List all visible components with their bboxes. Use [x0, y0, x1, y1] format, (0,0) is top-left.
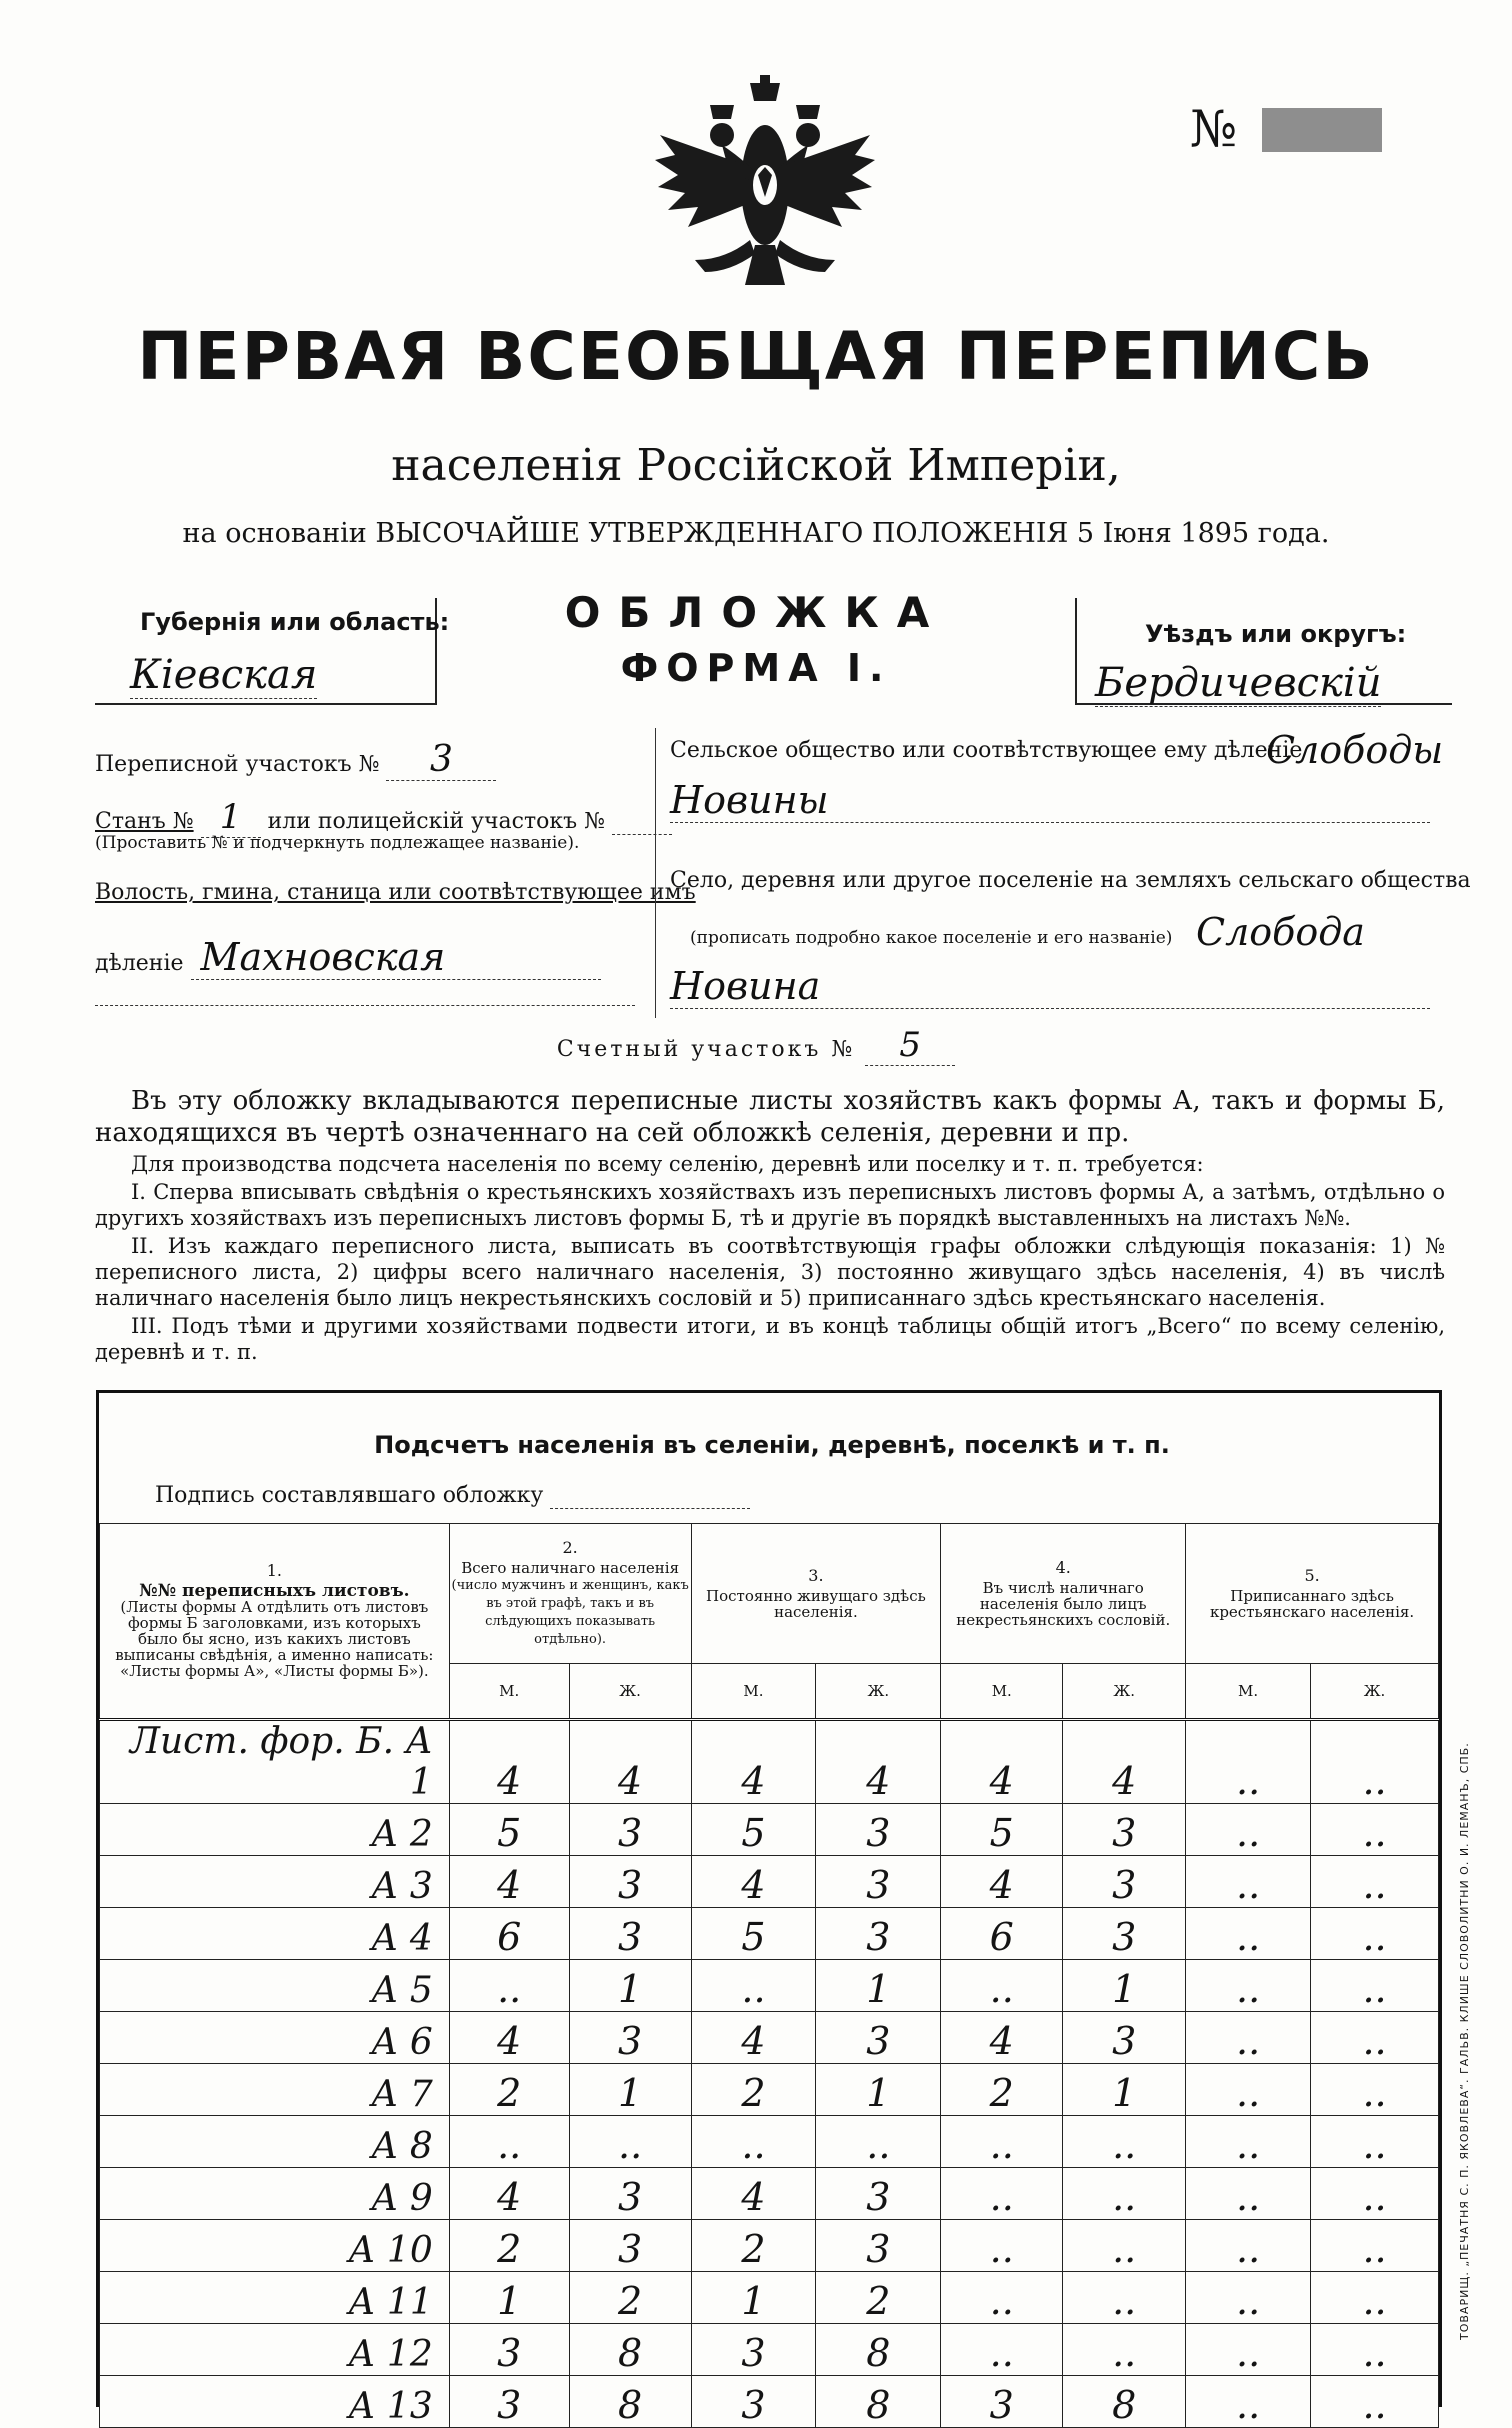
table-row: [100, 1856, 1439, 1908]
col-total-title: Всего наличнаго населенія: [461, 1558, 680, 1577]
count-cell: 3: [1063, 1908, 1186, 1960]
count-cell: ..: [1311, 1720, 1439, 1804]
col-registered-header: 5. Приписаннаго здѣсь крестьянскаго населенія.: [1186, 1524, 1439, 1664]
district-info-right: [655, 728, 1471, 1018]
uezd-value: Бердичевскій: [1095, 660, 1382, 706]
sex-m-header: М.: [691, 1664, 816, 1720]
selo-note: (прописать подробно какое поселеніе и его названіе): [690, 928, 1173, 948]
count-cell: ..: [1311, 2116, 1439, 2168]
gubernia-label: Губернія или область:: [140, 608, 450, 636]
selo-label: Село, деревня или другое поселеніе на земляхъ сельскаго общества: [670, 868, 1471, 893]
count-cell: 2: [816, 2272, 941, 2324]
count-cell: ..: [449, 1960, 569, 2012]
count-cell: 6: [941, 1908, 1063, 1960]
count-grid: [99, 1523, 1439, 2428]
count-cell: ..: [1311, 2012, 1439, 2064]
society-value-1: Слободы: [1266, 728, 1444, 772]
count-cell: 3: [1063, 1804, 1186, 1856]
sheet-number-cell: А 11: [100, 2272, 450, 2324]
sex-zh-header: Ж.: [1311, 1664, 1439, 1720]
table-row: [100, 2064, 1439, 2116]
count-cell: ..: [1063, 2116, 1186, 2168]
sheet-number-cell: А 9: [100, 2168, 450, 2220]
count-cell: 3: [816, 2012, 941, 2064]
count-cell: 2: [691, 2064, 816, 2116]
count-cell: 5: [941, 1804, 1063, 1856]
stan-note: (Проставить № и подчеркнуть подлежащее названіе).: [95, 833, 580, 853]
col-registered-title: Приписаннаго здѣсь крестьянскаго населенія.: [1209, 1586, 1415, 1621]
legal-basis-line: на основаніи ВЫСОЧАЙШЕ УТВЕРЖДЕННАГО ПОЛОЖЕНІЯ 5 Іюня 1895 года.: [182, 518, 1330, 549]
col-non-peasant-title: Въ числѣ наличнаго населенія было лицъ некрестьянскихъ сословій.: [956, 1578, 1171, 1629]
count-cell: 5: [691, 1804, 816, 1856]
count-cell: ..: [1186, 1720, 1311, 1804]
sex-m-header: М.: [941, 1664, 1063, 1720]
count-cell: ..: [941, 2220, 1063, 2272]
count-cell: ..: [1186, 1856, 1311, 1908]
count-cell: 2: [691, 2220, 816, 2272]
sheet-number-cell: А 10: [100, 2220, 450, 2272]
count-cell: 3: [816, 1856, 941, 1908]
count-cell: 3: [569, 2012, 691, 2064]
count-cell: 5: [691, 1908, 816, 1960]
count-cell: ..: [1311, 2168, 1439, 2220]
instructions-step-2: II. Изъ каждаго переписного листа, выписать въ соотвѣтствующія графы обложки слѣдующія показанія: 1) № переписного листа, 2) цифры всего наличнаго населенія, 3) постоянно живущаго здѣсь населенія, 4) въ числѣ наличнаго населенія было лицъ некрестьянскихъ сословій и 5) приписаннаго здѣсь крестьянскаго населенія.: [95, 1234, 1445, 1310]
col-sheet-title: №№ переписныхъ листовъ.: [139, 1581, 410, 1601]
count-cell: 3: [691, 2376, 816, 2428]
volost-label: Волость, гмина, станица или соотвѣтствующее имъ: [95, 880, 696, 905]
table-body: [100, 1720, 1439, 2428]
count-cell: ..: [449, 2116, 569, 2168]
count-cell: 4: [449, 1856, 569, 1908]
gubernia-value: Кіевская: [130, 652, 318, 698]
cover-title: ОБЛОЖКА: [564, 588, 948, 637]
count-cell: ..: [1186, 2064, 1311, 2116]
count-cell: ..: [1311, 1908, 1439, 1960]
count-cell: 8: [816, 2324, 941, 2376]
count-cell: 1: [1063, 1960, 1186, 2012]
count-cell: ..: [1186, 2324, 1311, 2376]
count-cell: 3: [449, 2324, 569, 2376]
count-cell: 4: [1063, 1720, 1186, 1804]
count-cell: 1: [816, 2064, 941, 2116]
count-cell: ..: [941, 1960, 1063, 2012]
sheet-number-cell: А 12: [100, 2324, 450, 2376]
imperial-eagle-emblem: [650, 75, 880, 300]
society-label: Сельское общество или соотвѣтствующее ему дѣленіе: [670, 738, 1303, 763]
count-cell: 4: [691, 1856, 816, 1908]
count-cell: ..: [691, 1960, 816, 2012]
table-row: [100, 1720, 1439, 1804]
form-number-label: №: [1190, 100, 1238, 158]
count-cell: ..: [1311, 2272, 1439, 2324]
count-cell: ..: [1311, 2064, 1439, 2116]
count-cell: 2: [941, 2064, 1063, 2116]
count-cell: 3: [816, 2220, 941, 2272]
count-cell: ..: [569, 2116, 691, 2168]
count-cell: 1: [816, 1960, 941, 2012]
count-cell: ..: [941, 2116, 1063, 2168]
census-district-row: [95, 739, 496, 781]
selo-value-2: Новина: [670, 964, 1430, 1009]
table-row: [100, 2220, 1439, 2272]
signature-row: [155, 1483, 750, 1509]
col-sheet-note: (Листы формы А отдѣлить отъ листовъ формы Б заголовками, изъ которыхъ было бы ясно, изъ какихъ листовъ выписаны свѣдѣнія, а именно написать: «Листы формы А», «Листы формы Б»).: [115, 1598, 434, 1680]
sex-zh-header: Ж.: [1063, 1664, 1186, 1720]
instructions-intro: Въ эту обложку вкладываются переписные листы хозяйствъ какъ формы А, такъ и формы Б, находящихся въ чертѣ означеннаго на сей обложкѣ селенія, деревни и пр.: [95, 1086, 1445, 1148]
count-cell: ..: [1186, 2012, 1311, 2064]
col-non-peasant-header: 4. Въ числѣ наличнаго населенія было лицъ некрестьянскихъ сословій.: [941, 1524, 1186, 1664]
instructions: [95, 1085, 1445, 1367]
volost-value: Махновская: [191, 935, 601, 980]
volost-row: [95, 935, 601, 980]
selo-value-1: Слобода: [1196, 910, 1365, 954]
count-cell: ..: [1186, 1804, 1311, 1856]
count-cell: ..: [1311, 2324, 1439, 2376]
count-cell: 1: [449, 2272, 569, 2324]
sheet-number-cell: А 2: [100, 1804, 450, 1856]
count-cell: ..: [941, 2168, 1063, 2220]
count-cell: 4: [941, 1856, 1063, 1908]
table-row: [100, 2168, 1439, 2220]
sex-m-header: М.: [1186, 1664, 1311, 1720]
uezd-label: Уѣздъ или округъ:: [1145, 620, 1407, 648]
sheet-number-cell: Лист. фор. Б. А 1: [100, 1720, 450, 1804]
count-cell: ..: [1063, 2324, 1186, 2376]
census-district-label: Переписной участокъ №: [95, 752, 380, 777]
count-cell: 3: [569, 2220, 691, 2272]
col-permanent-title: Постоянно живущаго здѣсь населенія.: [706, 1586, 926, 1621]
count-cell: 6: [449, 1908, 569, 1960]
col-sheet-header: 1. №№ переписныхъ листовъ. (Листы формы А отдѣлить отъ листовъ формы Б заголовками, изъ которыхъ было бы ясно, изъ какихъ листовъ выписаны свѣдѣнія, а именно написать: «Листы формы А», «Листы формы Б»).: [100, 1524, 450, 1720]
count-cell: 3: [569, 1908, 691, 1960]
col-total-header: 2. Всего наличнаго населенія (число мужчинъ и женщинъ, какъ въ этой графѣ, такъ и въ слѣдующихъ показывать отдѣльно).: [449, 1524, 691, 1664]
count-cell: 4: [449, 2168, 569, 2220]
count-cell: 4: [941, 1720, 1063, 1804]
count-cell: ..: [1063, 2168, 1186, 2220]
count-cell: 4: [691, 2012, 816, 2064]
sex-m-header: М.: [449, 1664, 569, 1720]
count-cell: 4: [941, 2012, 1063, 2064]
count-cell: ..: [691, 2116, 816, 2168]
count-cell: ..: [1186, 2376, 1311, 2428]
count-cell: 3: [816, 1804, 941, 1856]
stan-row: [95, 797, 672, 838]
count-cell: 3: [569, 1856, 691, 1908]
count-cell: ..: [1186, 2168, 1311, 2220]
table-row: [100, 2272, 1439, 2324]
count-cell: 4: [816, 1720, 941, 1804]
stan-value: 1: [201, 797, 261, 838]
census-subtitle: населенія Россійской Имперіи,: [391, 440, 1121, 491]
table-row: [100, 1804, 1439, 1856]
sheet-number-cell: А 3: [100, 1856, 450, 1908]
count-cell: ..: [1311, 2376, 1439, 2428]
count-cell: 1: [691, 2272, 816, 2324]
count-cell: ..: [1186, 2272, 1311, 2324]
society-value-2: Новины: [670, 778, 1430, 823]
population-count-table: [96, 1390, 1442, 2427]
census-title: ПЕРВАЯ ВСЕОБЩАЯ ПЕРЕПИСЬ: [137, 318, 1375, 395]
count-cell: 3: [569, 2168, 691, 2220]
count-cell: ..: [1311, 1856, 1439, 1908]
printer-imprint: ТОВАРИЩ. „ПЕЧАТНЯ С. П. ЯКОВЛЕВА“. ГАЛЬВ. КЛИШЕ СЛОВОЛИТНИ О. И. ЛЕМАНЪ, СПБ.: [1458, 1742, 1471, 2340]
signature-label: Подпись составлявшаго обложку: [155, 1483, 544, 1508]
count-cell: ..: [1186, 2116, 1311, 2168]
police-district-label: или полицейскій участокъ №: [267, 809, 605, 834]
sheet-number-cell: А 8: [100, 2116, 450, 2168]
count-cell: ..: [1311, 2220, 1439, 2272]
sheet-number-cell: А 6: [100, 2012, 450, 2064]
count-cell: 2: [449, 2064, 569, 2116]
table-row: [100, 2012, 1439, 2064]
form-title: ФОРМА I.: [620, 646, 892, 690]
sheet-number-cell: А 7: [100, 2064, 450, 2116]
col-permanent-header: 3. Постоянно живущаго здѣсь населенія.: [691, 1524, 941, 1664]
count-cell: 4: [691, 2168, 816, 2220]
table-row: [100, 1908, 1439, 1960]
count-cell: 3: [816, 1908, 941, 1960]
count-cell: ..: [1063, 2272, 1186, 2324]
count-cell: 1: [1063, 2064, 1186, 2116]
census-district-value: 3: [386, 739, 496, 781]
count-cell: 8: [569, 2376, 691, 2428]
count-cell: 4: [449, 1720, 569, 1804]
count-cell: ..: [1186, 2220, 1311, 2272]
district-info-left: [95, 735, 696, 1006]
count-cell: ..: [941, 2272, 1063, 2324]
counting-district-row: [0, 1025, 1512, 1066]
col-total-note: (число мужчинъ и женщинъ, какъ въ этой графѣ, такъ и въ слѣдующихъ показывать отдѣльно).: [451, 1577, 689, 1647]
count-cell: 4: [569, 1720, 691, 1804]
table-row: [100, 2376, 1439, 2428]
count-cell: ..: [1311, 1960, 1439, 2012]
stan-label: Станъ №: [95, 809, 194, 834]
count-cell: ..: [1311, 1804, 1439, 1856]
count-cell: 3: [941, 2376, 1063, 2428]
count-cell: 2: [449, 2220, 569, 2272]
counting-district-label: Счетный участокъ №: [556, 1037, 856, 1062]
count-cell: 3: [691, 2324, 816, 2376]
sheet-number-cell: А 4: [100, 1908, 450, 1960]
count-cell: 3: [569, 1804, 691, 1856]
instructions-step-1: I. Сперва вписывать свѣдѣнія о крестьянскихъ хозяйствахъ изъ переписныхъ листовъ формы А, а затѣмъ, отдѣльно о другихъ хозяйствахъ изъ переписныхъ листовъ формы Б, тѣ и другіе въ порядкѣ выставленныхъ на листахъ №№.: [95, 1180, 1445, 1230]
count-cell: 4: [449, 2012, 569, 2064]
sheet-number-cell: А 5: [100, 1960, 450, 2012]
sex-zh-header: Ж.: [816, 1664, 941, 1720]
count-cell: 4: [691, 1720, 816, 1804]
volost-label-2: дѣленіе: [95, 951, 184, 976]
table-title: Подсчетъ населенія въ селеніи, деревнѣ, поселкѣ и т. п.: [374, 1431, 1170, 1459]
instructions-step-3: III. Подъ тѣми и другими хозяйствами подвести итоги, и въ концѣ таблицы общій итогъ „Всего“ по всему селенію, деревнѣ и т. п.: [95, 1314, 1445, 1364]
count-cell: 8: [1063, 2376, 1186, 2428]
count-cell: 2: [569, 2272, 691, 2324]
count-cell: 3: [816, 2168, 941, 2220]
table-row: [100, 2324, 1439, 2376]
count-cell: ..: [1186, 1908, 1311, 1960]
form-number-redacted: [1262, 108, 1382, 152]
count-cell: 8: [569, 2324, 691, 2376]
sheet-number-cell: А 13: [100, 2376, 450, 2428]
count-cell: 1: [569, 1960, 691, 2012]
count-cell: 5: [449, 1804, 569, 1856]
count-cell: 3: [1063, 2012, 1186, 2064]
count-cell: ..: [1063, 2220, 1186, 2272]
count-cell: ..: [816, 2116, 941, 2168]
count-cell: ..: [1186, 1960, 1311, 2012]
counting-district-value: 5: [865, 1025, 955, 1066]
count-cell: 3: [449, 2376, 569, 2428]
sex-zh-header: Ж.: [569, 1664, 691, 1720]
count-cell: ..: [941, 2324, 1063, 2376]
count-cell: 3: [1063, 1856, 1186, 1908]
instructions-requirements: Для производства подсчета населенія по всему селенію, деревнѣ или поселку и т. п. требуется:: [131, 1152, 1204, 1176]
count-cell: 8: [816, 2376, 941, 2428]
count-cell: 1: [569, 2064, 691, 2116]
table-row: [100, 2116, 1439, 2168]
table-row: [100, 1960, 1439, 2012]
